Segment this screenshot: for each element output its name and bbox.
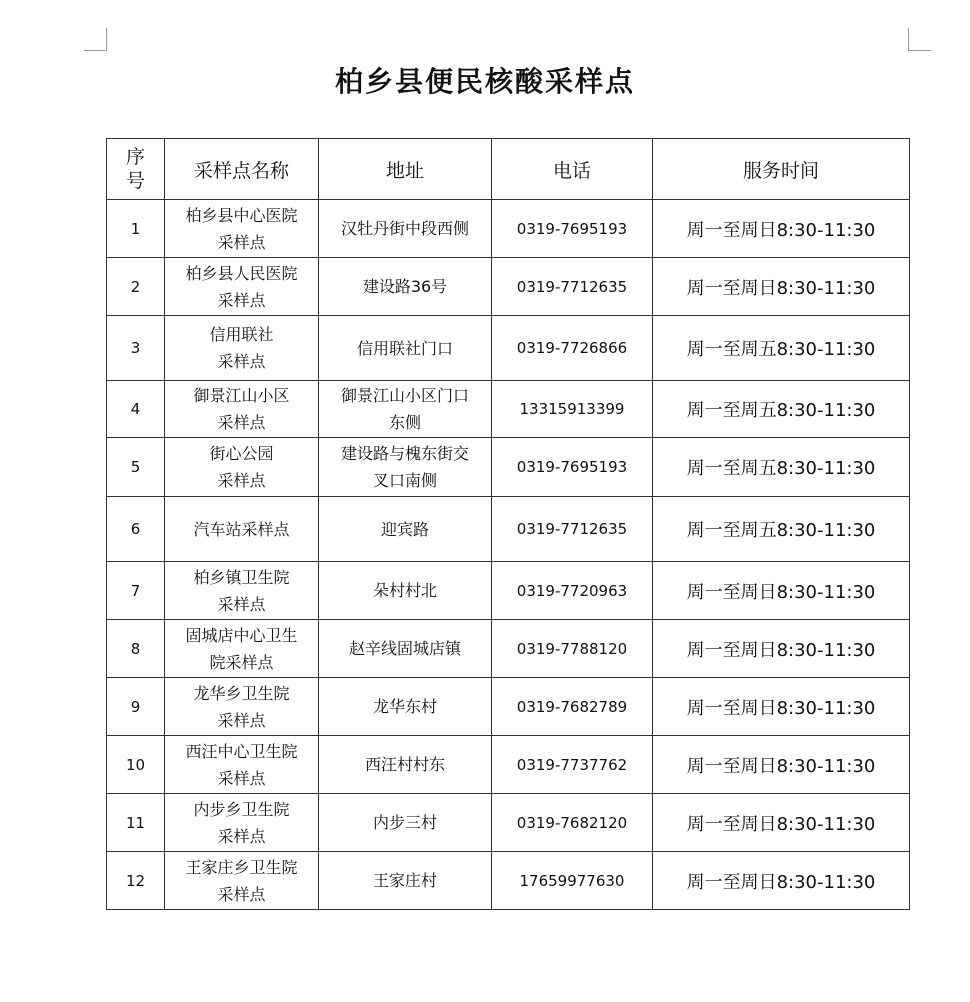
site-name-line: 采样点: [217, 826, 266, 846]
table-row: [107, 200, 910, 258]
cell-address: [319, 620, 492, 678]
cell-phone: 0319-7726866: [492, 316, 653, 381]
cell-site-name: [165, 258, 319, 316]
cell-index: 6: [107, 497, 165, 562]
cell-service-hours: 周一至周五8:30-11:30: [653, 497, 910, 562]
table-row: [107, 438, 910, 497]
cell-site-name: [165, 497, 319, 562]
cell-service-hours: 周一至周五8:30-11:30: [653, 316, 910, 381]
site-name-line: 汽车站采样点: [193, 519, 290, 539]
cell-address: [319, 438, 492, 497]
address-line: 建设路与槐东街交: [340, 444, 469, 463]
cell-index: 10: [107, 736, 165, 794]
header-name: 采样点名称: [165, 139, 319, 200]
address-line: 内步三村: [372, 813, 437, 832]
cell-service-hours: 周一至周日8:30-11:30: [653, 620, 910, 678]
site-name-line: 柏乡县中心医院: [185, 205, 298, 225]
cell-site-name: [165, 316, 319, 381]
cell-site-name: [165, 736, 319, 794]
table-row: [107, 316, 910, 381]
site-name-line: 院采样点: [209, 652, 274, 672]
sampling-sites-table: [106, 138, 910, 910]
cell-phone: 0319-7720963: [492, 562, 653, 620]
site-name-line: 御景江山小区: [193, 386, 290, 405]
address-line: 汉牡丹街中段西侧: [340, 219, 469, 238]
cell-site-name: [165, 678, 319, 736]
cell-site-name: [165, 381, 319, 438]
cell-address: [319, 562, 492, 620]
cell-index: 2: [107, 258, 165, 316]
table-row: [107, 794, 910, 852]
cell-index: 5: [107, 438, 165, 497]
cell-service-hours: 周一至周日8:30-11:30: [653, 852, 910, 910]
cell-address: [319, 200, 492, 258]
cell-phone: 0319-7712635: [492, 258, 653, 316]
cell-site-name: [165, 200, 319, 258]
address-line: 信用联社门口: [356, 338, 453, 358]
address-line: 龙华东村: [372, 697, 437, 716]
cell-phone: 0319-7737762: [492, 736, 653, 794]
table-body: [107, 200, 910, 910]
cell-index: 1: [107, 200, 165, 258]
site-name-line: 采样点: [217, 594, 266, 614]
cell-index: 11: [107, 794, 165, 852]
cell-phone: 0319-7712635: [492, 497, 653, 562]
site-name-line: 采样点: [217, 413, 266, 432]
site-name-line: 西汪中心卫生院: [185, 741, 298, 761]
cell-site-name: [165, 852, 319, 910]
page-corner-mark-top-left: [84, 28, 107, 51]
cell-phone: 0319-7695193: [492, 200, 653, 258]
address-line: 朵村村北: [372, 581, 437, 600]
cell-index: 7: [107, 562, 165, 620]
site-name-line: 柏乡县人民医院: [185, 263, 298, 283]
site-name-line: 采样点: [217, 471, 266, 490]
cell-phone: 13315913399: [492, 381, 653, 438]
site-name-line: 固城店中心卫生: [185, 625, 298, 645]
site-name-line: 柏乡镇卫生院: [193, 567, 290, 587]
cell-service-hours: 周一至周日8:30-11:30: [653, 258, 910, 316]
cell-service-hours: 周一至周五8:30-11:30: [653, 381, 910, 438]
cell-service-hours: 周一至周日8:30-11:30: [653, 678, 910, 736]
cell-service-hours: 周一至周日8:30-11:30: [653, 562, 910, 620]
site-name-line: 采样点: [217, 768, 266, 788]
site-name-line: 龙华乡卫生院: [193, 683, 290, 703]
header-phone: 电话: [492, 139, 653, 200]
cell-phone: 0319-7682789: [492, 678, 653, 736]
site-name-line: 采样点: [217, 352, 266, 371]
cell-phone: 0319-7682120: [492, 794, 653, 852]
address-line: 西汪村村东: [364, 755, 445, 774]
cell-service-hours: 周一至周日8:30-11:30: [653, 794, 910, 852]
header-index-char: 号: [125, 170, 145, 192]
table-row: [107, 497, 910, 562]
cell-address: [319, 381, 492, 438]
cell-address: [319, 678, 492, 736]
cell-address: [319, 736, 492, 794]
table-row: [107, 562, 910, 620]
cell-service-hours: 周一至周五8:30-11:30: [653, 438, 910, 497]
cell-index: 12: [107, 852, 165, 910]
site-name-line: 采样点: [217, 290, 266, 310]
table-row: [107, 852, 910, 910]
site-name-line: 采样点: [217, 232, 266, 252]
header-address: 地址: [319, 139, 492, 200]
header-index: [107, 139, 165, 200]
cell-address: [319, 258, 492, 316]
table-row: [107, 381, 910, 438]
cell-index: 4: [107, 381, 165, 438]
cell-site-name: [165, 562, 319, 620]
cell-phone: 0319-7788120: [492, 620, 653, 678]
cell-index: 8: [107, 620, 165, 678]
site-name-line: 街心公园: [209, 444, 274, 463]
address-line: 迎宾路: [380, 519, 429, 539]
cell-address: [319, 316, 492, 381]
address-line: 叉口南侧: [372, 471, 437, 490]
table-row: [107, 258, 910, 316]
cell-index: 3: [107, 316, 165, 381]
site-name-line: 王家庄乡卫生院: [185, 857, 298, 877]
cell-site-name: [165, 438, 319, 497]
table-header-row: [107, 139, 910, 200]
header-index-char: 序: [125, 146, 145, 168]
page-corner-mark-top-right: [908, 28, 931, 51]
site-name-line: 采样点: [217, 884, 266, 904]
header-hours: 服务时间: [653, 139, 910, 200]
address-line: 赵辛线固城店镇: [348, 639, 461, 658]
cell-site-name: [165, 794, 319, 852]
site-name-line: 内步乡卫生院: [193, 799, 290, 819]
address-line: 王家庄村: [372, 871, 437, 890]
table-row: [107, 678, 910, 736]
cell-phone: 0319-7695193: [492, 438, 653, 497]
address-line: 御景江山小区门口: [340, 386, 469, 405]
cell-address: [319, 852, 492, 910]
cell-address: [319, 794, 492, 852]
table-row: [107, 620, 910, 678]
cell-service-hours: 周一至周日8:30-11:30: [653, 200, 910, 258]
table-row: [107, 736, 910, 794]
cell-index: 9: [107, 678, 165, 736]
cell-address: [319, 497, 492, 562]
cell-phone: 17659977630: [492, 852, 653, 910]
address-line: 东侧: [388, 413, 421, 432]
site-name-line: 采样点: [217, 710, 266, 730]
cell-site-name: [165, 620, 319, 678]
address-line: 建设路36号: [362, 277, 448, 296]
document-title: 柏乡县便民核酸采样点: [334, 65, 635, 98]
cell-service-hours: 周一至周日8:30-11:30: [653, 736, 910, 794]
site-name-line: 信用联社: [209, 325, 274, 344]
